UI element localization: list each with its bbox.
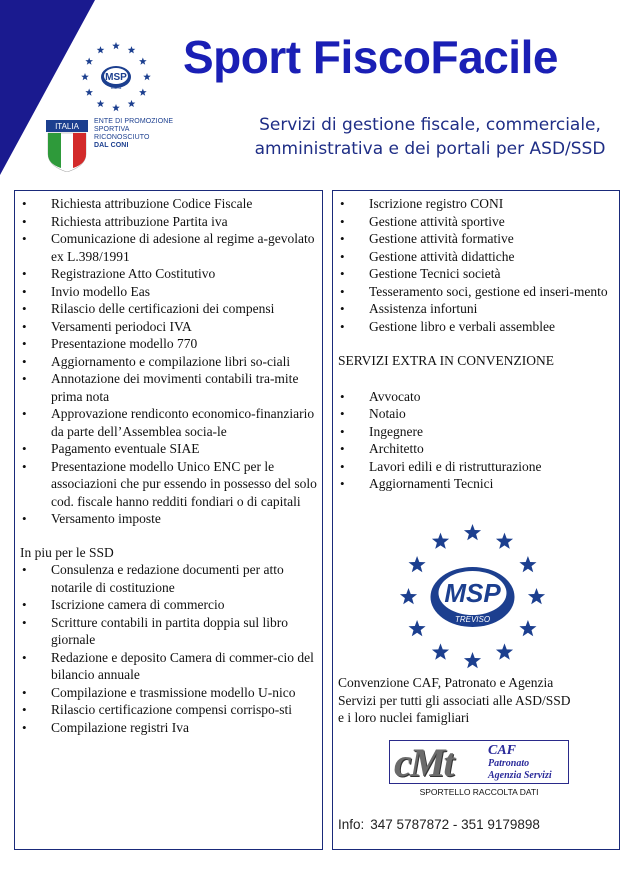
list-item: • Architetto <box>333 440 619 458</box>
msp-treviso-logo <box>395 520 550 670</box>
convention-line: e i loro nuclei famigliari <box>338 710 470 725</box>
list-item: • Registrazione Atto Costitutivo <box>15 265 322 283</box>
star-icon <box>128 100 136 107</box>
list-item: • Tesseramento soci, gestione ed inseri-mento <box>333 283 619 301</box>
star-icon <box>112 42 120 49</box>
caf-line: CAF <box>488 743 517 758</box>
ente-promozione-text <box>94 118 194 150</box>
list-item: • Iscrizione camera di commercio <box>15 596 322 614</box>
list-item: • Rilascio delle certificazioni dei compensi <box>15 300 322 318</box>
ssd-heading: In piu per le SSD <box>20 544 114 560</box>
star-icon <box>143 73 151 80</box>
star-icon <box>81 73 89 80</box>
ente-line: ENTE DI PROMOZIONE <box>94 118 174 125</box>
caf-text <box>488 743 552 782</box>
star-icon <box>432 533 449 549</box>
list-item: • Iscrizione registro CONI <box>333 195 619 213</box>
star-icon <box>139 89 147 96</box>
italia-shield-icon <box>46 120 88 172</box>
list-item: • Versamento imposte <box>15 510 322 528</box>
list-item: • Compilazione e trasmissione modello U-nico <box>15 684 322 702</box>
list-item: • Notaio <box>333 405 619 423</box>
list-item: • Versamenti periodoci IVA <box>15 318 322 336</box>
page-title: Sport FiscoFacile <box>183 31 558 83</box>
list-item: • Redazione e deposito Camera di commer-cio del bilancio annuale <box>15 649 322 684</box>
list-item: • Presentazione modello Unico ENC per le associazioni che pur essendo in possesso del solo cod. fiscale hanno redditi fondiari o di capitali <box>15 458 322 511</box>
convention-text <box>338 674 616 727</box>
star-icon <box>409 556 426 572</box>
ente-line: RICONOSCIUTO <box>94 134 150 141</box>
list-item: • Assistenza infortuni <box>333 300 619 318</box>
star-icon <box>496 533 513 549</box>
list-item: • Gestione Tecnici società <box>333 265 619 283</box>
list-item: • Consulenza e redazione documenti per atto notarile di costituzione <box>15 561 322 596</box>
list-item: • Comunicazione di adesione al regime a-gevolato ex L.398/1991 <box>15 230 322 265</box>
star-icon <box>409 620 426 636</box>
italia-label: ITALIA <box>55 122 79 131</box>
extra-services-list <box>333 388 619 493</box>
list-item: • Ingegnere <box>333 423 619 441</box>
list-item: • Gestione attività formative <box>333 230 619 248</box>
star-icon <box>85 89 93 96</box>
agenzia-line: Agenzia Servizi <box>488 770 552 781</box>
management-services-list <box>333 195 619 335</box>
patronato-line: Patronato <box>488 758 530 769</box>
list-item: • Gestione attività sportive <box>333 213 619 231</box>
ente-line: SPORTIVA <box>94 126 130 133</box>
star-icon <box>528 588 545 604</box>
subtitle-line: Servizi di gestione fiscale, commerciale, <box>259 115 601 135</box>
phone-numbers: 347 5787872 - 351 9179898 <box>370 817 540 832</box>
star-icon <box>519 556 536 572</box>
msp-logo-text: MSP <box>105 72 127 83</box>
msp-italia-logo <box>75 40 157 114</box>
list-item: • Lavori edili e di ristrutturazione <box>333 458 619 476</box>
star-icon <box>519 620 536 636</box>
list-item: • Scritture contabili in partita doppia sul libro giornale <box>15 614 322 649</box>
list-item: • Annotazione dei movimenti contabili tra-mite prima nota <box>15 370 322 405</box>
ssd-services-list <box>15 561 322 736</box>
star-icon <box>432 643 449 659</box>
list-item: • Aggiornamento e compilazione libri so-ciali <box>15 353 322 371</box>
sportello-caption: SPORTELLO RACCOLTA DATI <box>419 787 539 797</box>
star-icon <box>464 652 481 668</box>
list-item: • Gestione attività didattiche <box>333 248 619 266</box>
star-icon <box>464 524 481 540</box>
star-icon <box>97 46 105 53</box>
star-icon <box>496 643 513 659</box>
list-item: • Approvazione rendiconto economico-finanziario da parte dell’Assemblea socia-le <box>15 405 322 440</box>
list-item: • Invio modello Eas <box>15 283 322 301</box>
star-icon <box>128 46 136 53</box>
page-subtitle <box>234 113 626 161</box>
list-item: • Rilascio certificazione compensi corrispo-sti <box>15 701 322 719</box>
list-item: • Pagamento eventuale SIAE <box>15 440 322 458</box>
msp-big-text: MSP <box>444 578 501 608</box>
list-item: • Presentazione modello 770 <box>15 335 322 353</box>
star-icon <box>139 58 147 65</box>
cmt-logo-text: cMt <box>394 740 453 785</box>
contact-info <box>338 817 540 832</box>
list-item: • Gestione libro e verbali assemblee <box>333 318 619 336</box>
star-icon <box>85 58 93 65</box>
star-icon <box>97 100 105 107</box>
msp-big-subtext: TREVISO <box>454 615 491 624</box>
msp-logo-subtext: Italia <box>110 85 122 91</box>
info-label: Info: <box>338 817 365 832</box>
list-item: • Compilazione registri Iva <box>15 719 322 737</box>
list-item: • Aggiornamenti Tecnici <box>333 475 619 493</box>
convention-line: Convenzione CAF, Patronato e Agenzia <box>338 675 554 690</box>
list-item: • Richiesta attribuzione Partita iva <box>15 213 322 231</box>
star-icon <box>112 104 120 111</box>
convention-line: Servizi per tutti gli associati alle ASD/SSD <box>338 692 571 708</box>
left-services-box <box>14 190 323 850</box>
list-item: • Avvocato <box>333 388 619 406</box>
ente-line: DAL CONI <box>94 142 129 149</box>
cmt-caf-logo <box>389 740 569 784</box>
star-icon <box>400 588 417 604</box>
subtitle-line: amministrativa e dei portali per ASD/SSD <box>254 139 606 159</box>
extra-services-heading: SERVIZI EXTRA IN CONVENZIONE <box>338 353 555 368</box>
fiscal-services-list <box>15 195 322 528</box>
list-item: • Richiesta attribuzione Codice Fiscale <box>15 195 322 213</box>
